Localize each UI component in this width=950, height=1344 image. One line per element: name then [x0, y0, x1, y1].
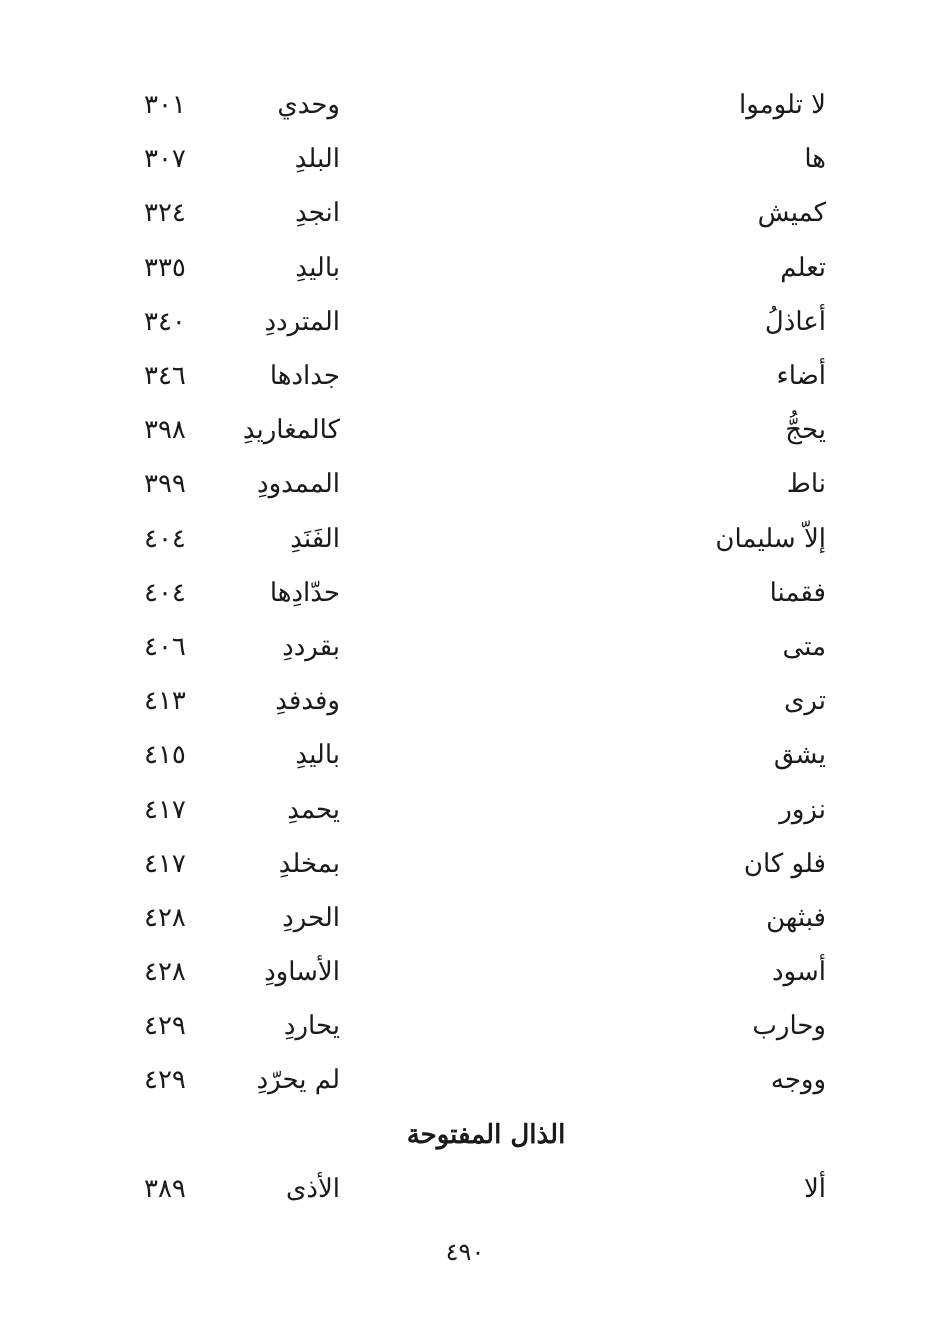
page-reference: ٣٠١ — [144, 90, 186, 121]
page-number: ٤٩٠ — [445, 1238, 485, 1266]
section-heading-text: الذال المفتوحة — [406, 1119, 566, 1150]
table-row — [0, 1053, 950, 1107]
rhyme-word: باليدِ — [295, 252, 340, 283]
first-word: أضاء — [776, 361, 826, 392]
first-word: أسود — [771, 957, 826, 988]
first-word: فبثهن — [766, 902, 826, 933]
page-reference: ٣٠٧ — [144, 144, 186, 175]
page-reference: ٣٨٩ — [144, 1173, 186, 1204]
rhyme-word: الفَنَدِ — [290, 523, 340, 554]
rhyme-word: الأذى — [286, 1173, 340, 1204]
rhyme-word: حدّادِها — [269, 577, 340, 608]
page-reference: ٤١٧ — [144, 794, 186, 825]
table-row — [0, 782, 950, 836]
rhyme-word: يحاردِ — [283, 1011, 340, 1042]
first-word: فلو كان — [743, 848, 826, 879]
page-reference: ٤٠٦ — [144, 631, 186, 662]
page-reference: ٣٢٤ — [144, 198, 186, 229]
table-row — [0, 674, 950, 728]
page-reference: ٤٢٩ — [144, 1065, 186, 1096]
table-row — [0, 241, 950, 295]
first-word: لا تلوموا — [739, 90, 826, 121]
table-row — [0, 999, 950, 1053]
page-reference: ٤٠٤ — [144, 523, 186, 554]
first-word: أعاذلُ — [764, 306, 826, 337]
page-reference: ٤٠٤ — [144, 577, 186, 608]
page-reference: ٤١٧ — [144, 848, 186, 879]
first-word: ترى — [784, 686, 826, 717]
table-row — [0, 403, 950, 457]
table-row — [0, 945, 950, 999]
page-reference: ٤١٣ — [144, 686, 186, 717]
table-row — [0, 837, 950, 891]
rhyme-word: الممدودِ — [257, 469, 340, 500]
first-word: يحجُّ — [785, 415, 826, 446]
table-row — [0, 728, 950, 782]
first-word: وحارب — [752, 1011, 826, 1042]
page-reference: ٤١٥ — [144, 740, 186, 771]
first-word: ووجه — [770, 1065, 826, 1096]
page-reference: ٣٤٠ — [144, 306, 186, 337]
first-word: تعلم — [780, 252, 826, 283]
section-heading — [0, 1108, 950, 1162]
table-row — [0, 132, 950, 186]
page-reference: ٣٤٦ — [144, 361, 186, 392]
first-word: ناط — [786, 469, 826, 500]
table-row — [0, 457, 950, 511]
first-word: ألا — [803, 1173, 826, 1204]
table-row — [0, 620, 950, 674]
table-row — [0, 566, 950, 620]
table-row — [0, 78, 950, 132]
rhyme-word: الأساودِ — [264, 957, 340, 988]
page-reference: ٣٩٨ — [144, 415, 186, 446]
page-reference: ٣٩٩ — [144, 469, 186, 500]
rhyme-word: جدادها — [269, 361, 340, 392]
first-word: متى — [782, 631, 826, 662]
rhyme-word: يحمدِ — [287, 794, 340, 825]
table-row — [0, 186, 950, 240]
rhyme-word: المترددِ — [264, 306, 340, 337]
first-word: نزور — [779, 794, 826, 825]
table-row — [0, 512, 950, 566]
page-reference: ٤٢٨ — [144, 902, 186, 933]
page-reference: ٣٣٥ — [144, 252, 186, 283]
first-word: فقمنا — [769, 577, 826, 608]
rhyme-word: لم يحرّدِ — [256, 1065, 340, 1096]
table-row — [0, 295, 950, 349]
rhyme-word: بقرددِ — [282, 631, 340, 662]
rhyme-word: باليدِ — [295, 740, 340, 771]
first-word: ها — [804, 144, 826, 175]
index-table — [0, 78, 950, 1216]
first-word: يشق — [773, 740, 826, 771]
rhyme-word: وحدي — [277, 90, 340, 121]
rhyme-word: بمخلدِ — [278, 848, 340, 879]
rhyme-word: الحردِ — [282, 902, 340, 933]
page-reference: ٤٢٨ — [144, 957, 186, 988]
table-row — [0, 349, 950, 403]
first-word: كميش — [757, 198, 826, 229]
rhyme-word: البلدِ — [294, 144, 340, 175]
rhyme-word: كالمغاريدِ — [242, 415, 340, 446]
table-row — [0, 1162, 950, 1216]
page-reference: ٤٢٩ — [144, 1011, 186, 1042]
first-word: إلاّ سليمان — [715, 523, 826, 554]
table-row — [0, 891, 950, 945]
rhyme-word: وفدفدِ — [275, 686, 340, 717]
rhyme-word: انجدِ — [295, 198, 340, 229]
